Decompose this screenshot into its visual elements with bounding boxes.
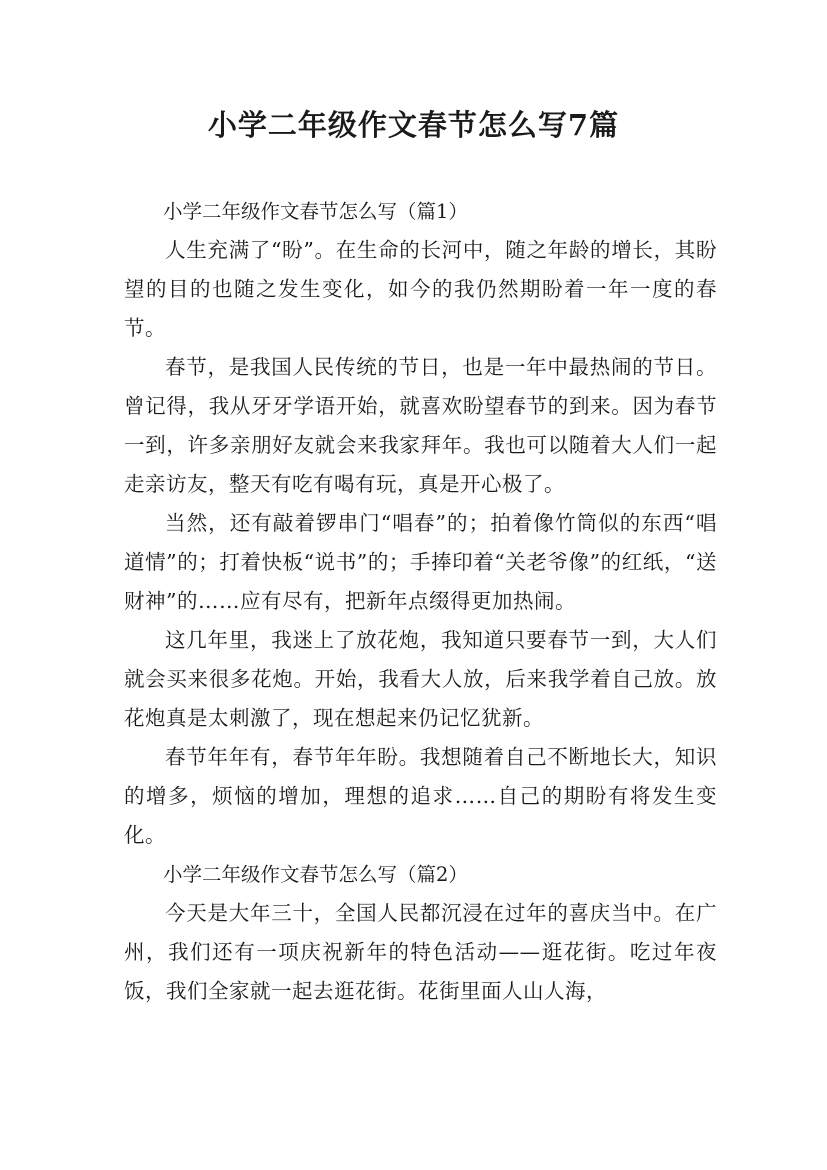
paragraph: 春节，是我国人民传统的节日，也是一年中最热闹的节日。曾记得，我从牙牙学语开始，就喜欢盼望春节的到来。因为春节一到，许多亲朋好友就会来我家拜年。我也可以随着大人们一起走亲访友，整天有吃有喝有玩，真是开心极了。 <box>124 355 717 496</box>
paragraph: 人生充满了“盼”。在生命的长河中，随之年龄的增长，其盼望的目的也随之发生变化，如今的我仍然期盼着一年一度的春节。 <box>124 238 717 340</box>
section-heading: 小学二年级作文春节怎么写（篇1） <box>163 200 468 223</box>
document-body <box>124 192 717 1011</box>
section-heading: 小学二年级作文春节怎么写（篇2） <box>163 863 468 886</box>
document-title: 小学二年级作文春节怎么写7篇 <box>207 108 620 142</box>
paragraph: 春节年年有，春节年年盼。我想随着自己不断地长大，知识的增多，烦恼的增加，理想的追求……自己的期盼有将发生变化。 <box>124 745 717 847</box>
paragraph: 当然，还有敲着锣串门“唱春”的；拍着像竹筒似的东西“唱道情”的；打着快板“说书”的；手捧印着“关老爷像”的红纸，“送财神”的……应有尽有，把新年点缀得更加热闹。 <box>124 511 717 613</box>
paragraph: 今天是大年三十，全国人民都沉浸在过年的喜庆当中。在广州，我们还有一项庆祝新年的特色活动——逛花街。吃过年夜饭，我们全家就一起去逛花街。花街里面人山人海， <box>124 901 717 1003</box>
paragraph: 这几年里，我迷上了放花炮，我知道只要春节一到，大人们就会买来很多花炮。开始，我看大人放，后来我学着自己放。放花炮真是太刺激了，现在想起来仍记忆犹新。 <box>124 628 717 730</box>
